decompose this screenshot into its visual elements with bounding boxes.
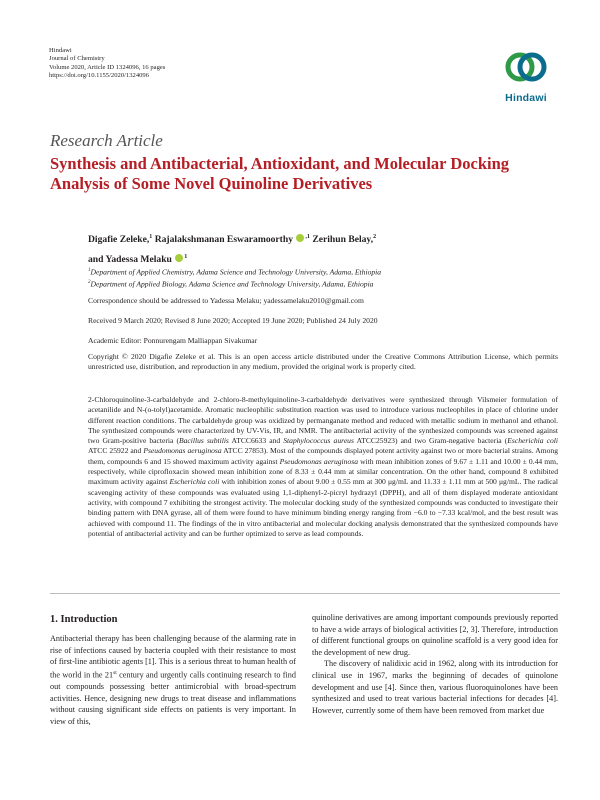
author-list: Digafie Zeleke,$^1$ Rajalakshmanan Eswaramoorthy $^{,1}$ Zerihun Belay,$^2$ and Yadessa Melaku $^1$ xyxy=(88,234,377,265)
hindawi-logo-word: Hindawi xyxy=(505,92,547,104)
intro-column-left: Antibacterial therapy has been challenging because of the alarming rate in rise of infections caused by bacteria coupled with their resistance to most of first-line antibiotic agents [1]. This is a serious threat to human health of the world in the 21st century and urgently calls continuing research to find out compounds possessing better antimicrobial with broad-spectrum activities. Hence, designing new drugs to treat disease and inflammations without causing significant side effects on patients is very important. In view of this, xyxy=(50,634,296,726)
publication-dates: Received 9 March 2020; Revised 8 June 2020; Accepted 19 June 2020; Published 24 July 2020 xyxy=(88,316,378,325)
abstract: 2-Chloroquinoline-3-carbaldehyde and 2-chloro-8-methylquinoline-3-carbaldehyde derivatives were synthesized through Vilsmeier formulation of acetanilide and N-(o-tolyl)acetamide. Aromatic nucleophilic substitution reaction was used to introduce various nucleophiles in place of chlorine under different reaction conditions. The carbaldehyde group was oxidized by permanganate method and reduced with metallic sodium in methanol and ethanol. The synthesized compounds were characterized by UV-Vis, IR, and NMR. The antibacterial activity of the synthesized compounds was screened against two Gram-positive bacteria (Bacillus subtilis ATCC6633 and Staphylococcus aureus ATCC25923) and two Gram-negative bacteria (Escherichia coli ATCC 25922 and Pseudomonas aeruginosa ATCC 27853). Most of the compounds displayed potent activity against two or more bacterial strains. Among them, compounds 6 and 15 showed maximum activity against Pseudomonas aeruginosa with mean inhibition zones of 9.67 ± 1.11 and 10.00 ± 0.44 mm, respectively, while ciprofloxacin showed mean inhibition zone of 8.33 ± 0.44 mm at similar concentration. On the other hand, compound 8 exhibited maximum activity against Escherichia coli with inhibition zones of about 9.00 ± 0.55 mm at 300 μg/mL and 11.33 ± 1.11 mm at 500 μg/mL. The radical scavenging activity of these compounds was evaluated using 1,1-diphenyl-2-picryl hydrazyl (DPPH), and all of them displayed moderate antioxidant activity, with compound 7 exhibiting the strongest activity. The molecular docking study of the synthesized compounds was conducted to investigate their binding pattern with DNA gyrase, all of them were found to have minimum binding energy ranging from −6.0 to −7.33 kcal/mol, and the best result was achieved with compound 11. The findings of the in vitro antibacterial and molecular docking analysis demonstrated that the synthesized compounds have potential of antibacterial activity and can be further optimized to serve as lead compounds. xyxy=(88,395,559,538)
volume-line: Volume 2020, Article ID 1324096, 16 pages xyxy=(49,63,166,71)
affiliation: $^2$Department of Applied Biology, Adama Science and Technology University, Adama, Ethiopia xyxy=(88,279,374,289)
article-title: Synthesis and Antibacterial, Antioxidant, and Molecular Docking Analysis of Some Novel Quinoline Derivatives xyxy=(50,154,510,193)
section-heading: 1. Introduction xyxy=(50,614,118,625)
author-name[interactable]: and Yadessa Melaku xyxy=(88,253,172,265)
correspondence: Correspondence should be addressed to Yadessa Melaku; yadessamelaku2010@gmail.com xyxy=(88,296,364,305)
affiliations xyxy=(88,266,558,290)
doi-link[interactable]: https://doi.org/10.1155/2020/1324096 xyxy=(49,72,150,80)
journal-info xyxy=(49,47,165,81)
affiliation: $^1$Department of Applied Chemistry, Adama Science and Technology University, Adama, Ethiopia xyxy=(88,267,382,277)
author-name[interactable]: Digafie Zeleke, xyxy=(88,234,150,246)
publisher-name: Hindawi xyxy=(49,47,72,54)
article-type: Research Article xyxy=(50,131,163,150)
orcid-icon[interactable] xyxy=(296,234,304,242)
journal-name: Journal of Chemistry xyxy=(49,55,105,63)
intro-column-right xyxy=(312,612,558,716)
orcid-icon[interactable] xyxy=(175,254,183,262)
paragraph: The discovery of nalidixic acid in 1962, along with its introduction for clinical use in 1967, marks the beginning of decades of quinolone development and use [4]. Since then, various fluoroquinolones have been synthesized and used to treat various bacterial infections for decades [4]. However, currently some of them have been removed from market due xyxy=(312,659,558,715)
author-name[interactable]: Zerihun Belay, xyxy=(312,234,374,246)
section-divider xyxy=(50,593,560,594)
author-name[interactable]: Rajalakshmanan Eswaramoorthy xyxy=(154,234,294,246)
copyright-notice: Copyright © 2020 Digafie Zeleke et al. This is an open access article distributed under the Creative Commons Attribution License, which permits unrestricted use, distribution, and reproduction in any medium, provided the original work is properly cited. xyxy=(88,352,558,372)
academic-editor: Academic Editor: Ponnurengam Malliappan Sivakumar xyxy=(88,336,258,345)
paragraph: quinoline derivatives are among important compounds previously reported to have a wide arrays of biological activities [2, 3]. Therefore, introduction of different functional groups on quinoline scaffold is a very good idea for the development of new drug. xyxy=(312,613,558,657)
